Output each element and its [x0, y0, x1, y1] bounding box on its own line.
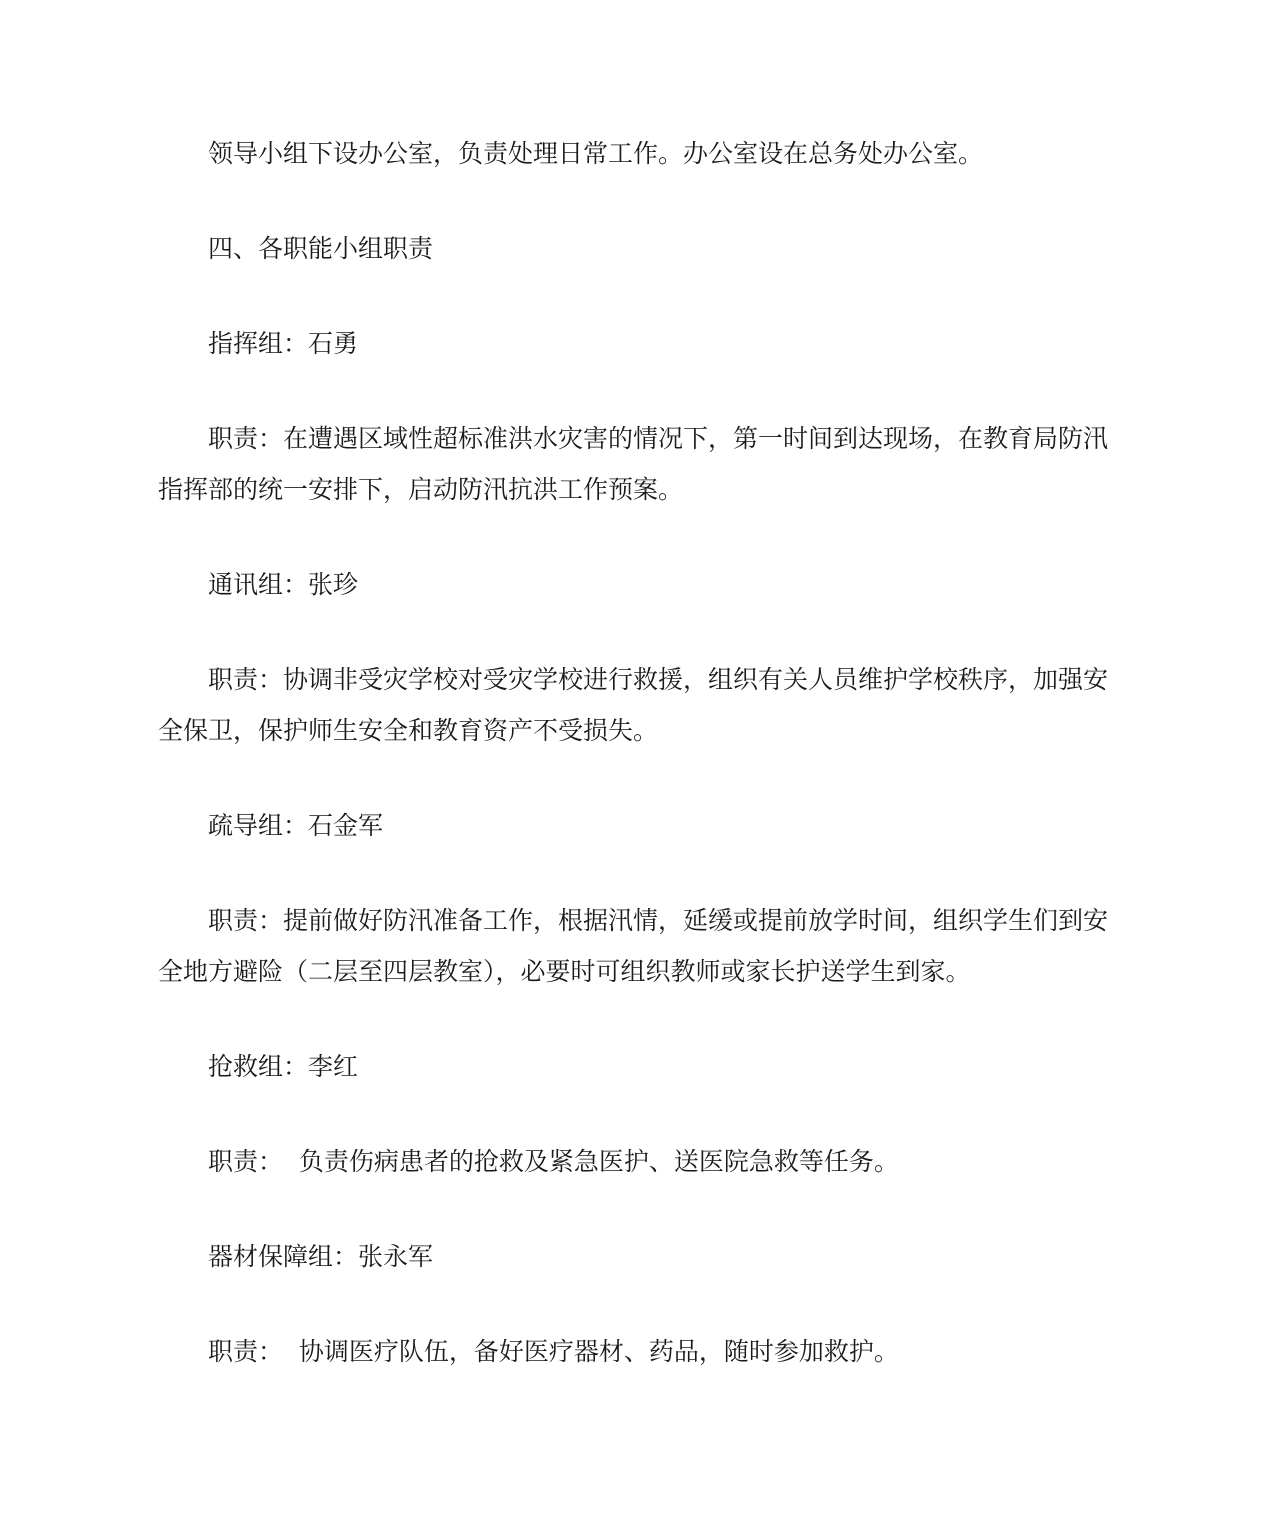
communication-group-title: 通讯组：张珍 — [208, 570, 359, 599]
equipment-group-duty: 职责： 协调医疗队伍，备好医疗器材、药品，随时参加救护。 — [208, 1337, 899, 1366]
rescue-group-title: 抢救组：李红 — [208, 1052, 359, 1081]
office-paragraph: 领导小组下设办公室，负责处理日常工作。办公室设在总务处办公室。 — [208, 139, 984, 168]
rescue-group-duty: 职责： 负责伤病患者的抢救及紧急医护、送医院急救等任务。 — [208, 1147, 899, 1176]
command-group-duty: 职责：在遭遇区域性超标准洪水灾害的情况下，第一时间到达现场，在教育局防汛指挥部的统一安排下，启动防汛抗洪工作预案。 — [158, 424, 1109, 504]
guidance-group-title: 疏导组：石金军 — [208, 811, 384, 840]
guidance-group-duty: 职责：提前做好防汛准备工作，根据汛情，延缓或提前放学时间，组织学生们到安全地方避险（二层至四层教室），必要时可组织教师或家长护送学生到家。 — [158, 906, 1109, 986]
command-group-title: 指挥组：石勇 — [208, 329, 359, 358]
section-heading: 四、各职能小组职责 — [208, 234, 434, 263]
equipment-group-title: 器材保障组：张永军 — [208, 1242, 434, 1271]
communication-group-duty: 职责：协调非受灾学校对受灾学校进行救援，组织有关人员维护学校秩序，加强安全保卫，保护师生安全和教育资产不受损失。 — [158, 665, 1109, 745]
